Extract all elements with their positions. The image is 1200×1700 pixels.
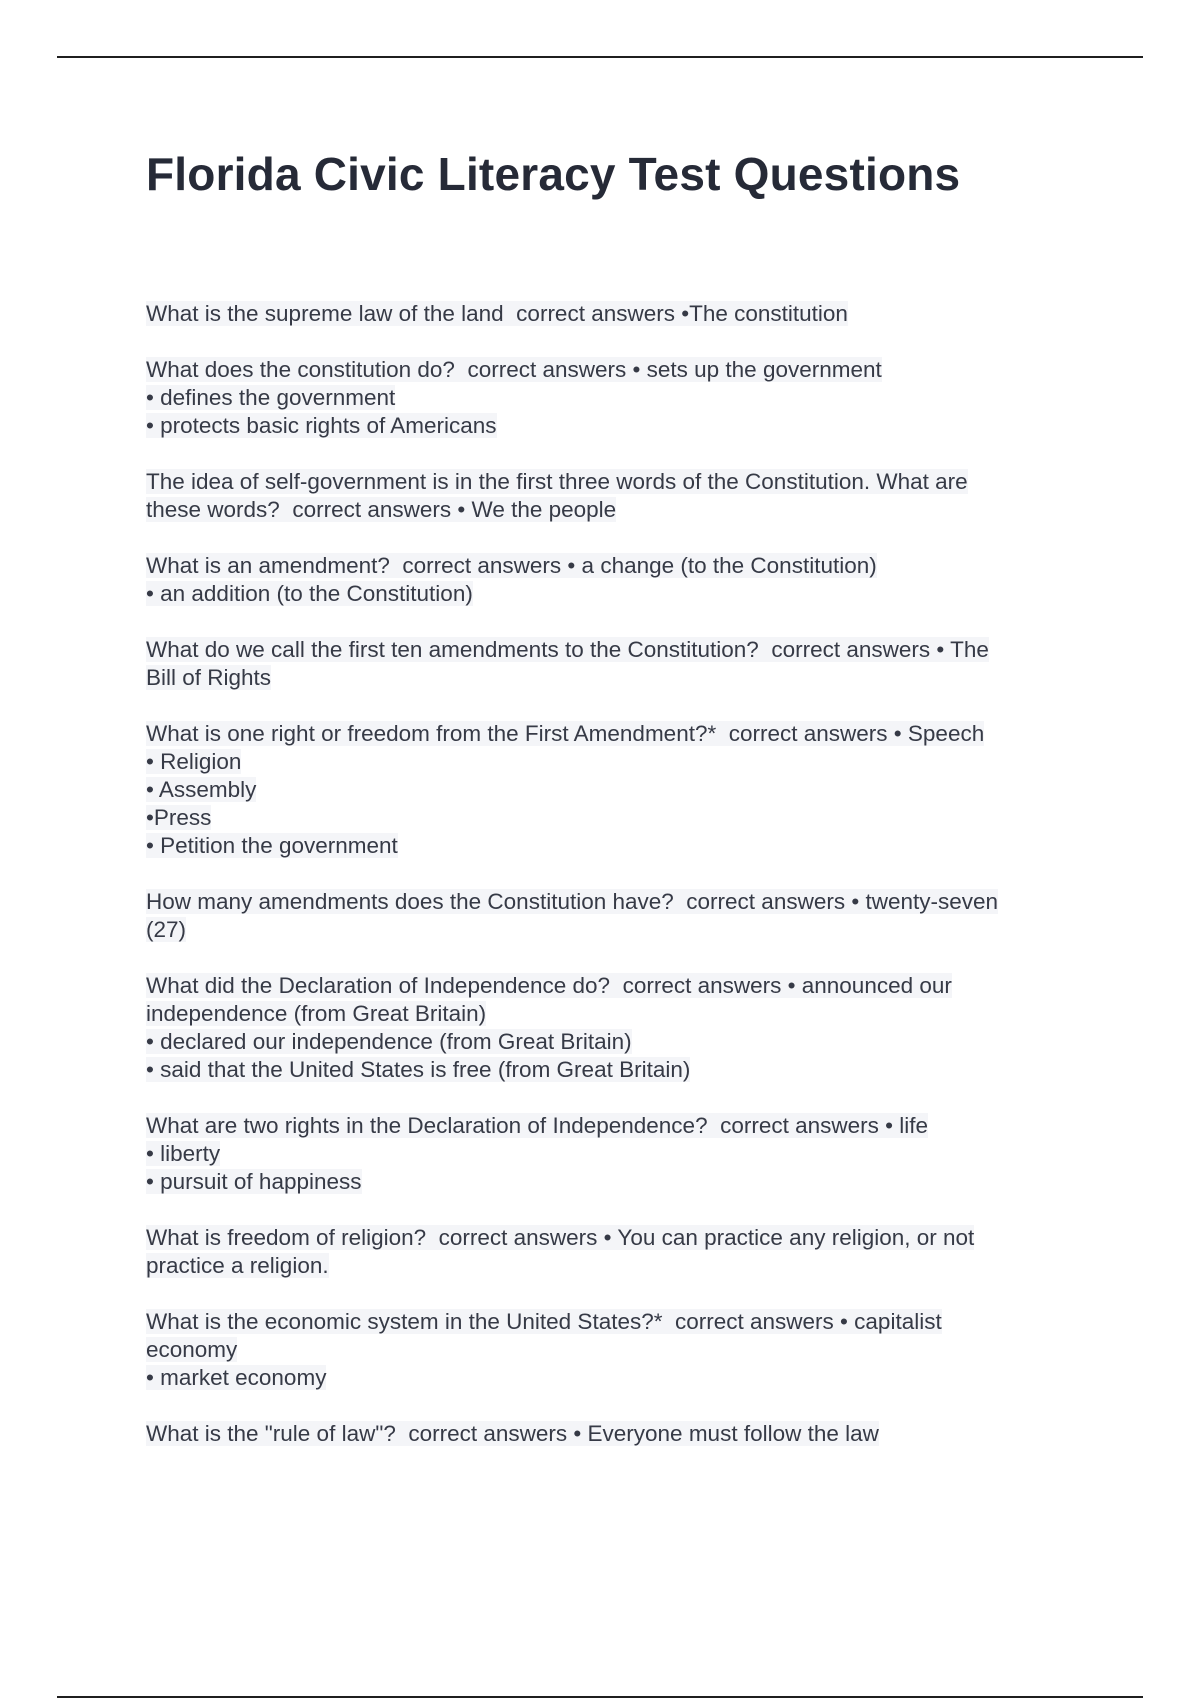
- qa-answer-line: [146, 1168, 1076, 1196]
- qa-answer-line: [146, 1056, 1076, 1084]
- qa-line-text: • liberty: [146, 1141, 221, 1166]
- qa-line-text: Bill of Rights: [146, 665, 272, 690]
- qa-question-line: [146, 300, 1076, 328]
- qa-item: [146, 468, 1076, 524]
- qa-line-text: practice a religion.: [146, 1253, 329, 1278]
- qa-item: [146, 720, 1076, 860]
- qa-question-line: [146, 1224, 1076, 1252]
- qa-answer-line: [146, 664, 1076, 692]
- qa-question-line: [146, 356, 1076, 384]
- qa-answer-line: [146, 1336, 1076, 1364]
- qa-line-text: • defines the government: [146, 385, 396, 410]
- qa-question-line: [146, 972, 1076, 1000]
- qa-answer-line: [146, 580, 1076, 608]
- qa-question-line: [146, 888, 1076, 916]
- qa-line-text: • Religion: [146, 749, 242, 774]
- qa-item: [146, 636, 1076, 692]
- qa-item: [146, 1112, 1076, 1196]
- qa-answer-line: [146, 1252, 1076, 1280]
- qa-line-text: • Petition the government: [146, 833, 398, 858]
- qa-line-text: What is one right or freedom from the First Amendment?* correct answers • Speech: [146, 721, 985, 746]
- qa-line-text: What is freedom of religion? correct answers • You can practice any religion, or not: [146, 1225, 975, 1250]
- qa-line-text: What did the Declaration of Independence do? correct answers • announced our: [146, 973, 952, 998]
- qa-answer-line: [146, 1140, 1076, 1168]
- qa-line-text: The idea of self-government is in the first three words of the Constitution. What are: [146, 469, 968, 494]
- page-content: [146, 138, 1076, 1476]
- qa-line-text: • said that the United States is free (from Great Britain): [146, 1057, 691, 1082]
- qa-line-text: • declared our independence (from Great Britain): [146, 1029, 632, 1054]
- qa-question-line: [146, 1308, 1076, 1336]
- qa-answer-line: [146, 804, 1076, 832]
- qa-line-text: • protects basic rights of Americans: [146, 413, 497, 438]
- qa-question-line: [146, 1420, 1076, 1448]
- qa-list: [146, 300, 1076, 1448]
- qa-line-text: • pursuit of happiness: [146, 1169, 362, 1194]
- qa-question-line: [146, 1112, 1076, 1140]
- qa-line-text: these words? correct answers • We the people: [146, 497, 617, 522]
- qa-line-text: What is the supreme law of the land correct answers •The constitution: [146, 301, 848, 326]
- qa-item: [146, 972, 1076, 1084]
- qa-item: [146, 1308, 1076, 1392]
- qa-answer-line: [146, 832, 1076, 860]
- qa-question-line: [146, 720, 1076, 748]
- qa-answer-line: [146, 1028, 1076, 1056]
- qa-line-text: What is the "rule of law"? correct answers • Everyone must follow the law: [146, 1421, 879, 1446]
- qa-answer-line: [146, 776, 1076, 804]
- qa-answer-line: [146, 496, 1076, 524]
- page-title: Florida Civic Literacy Test Questions: [146, 148, 961, 200]
- qa-item: [146, 300, 1076, 328]
- qa-item: [146, 1420, 1076, 1448]
- bottom-rule: [57, 1696, 1143, 1698]
- qa-item: [146, 888, 1076, 944]
- qa-answer-line: [146, 1000, 1076, 1028]
- qa-line-text: • an addition (to the Constitution): [146, 581, 473, 606]
- qa-line-text: (27): [146, 917, 187, 942]
- qa-answer-line: [146, 748, 1076, 776]
- qa-item: [146, 1224, 1076, 1280]
- qa-line-text: What do we call the first ten amendments to the Constitution? correct answers • The: [146, 637, 989, 662]
- qa-answer-line: [146, 412, 1076, 440]
- qa-answer-line: [146, 384, 1076, 412]
- qa-question-line: [146, 468, 1076, 496]
- top-rule: [57, 56, 1143, 58]
- qa-line-text: economy: [146, 1337, 238, 1362]
- qa-line-text: • Assembly: [146, 777, 257, 802]
- qa-line-text: What is an amendment? correct answers • a change (to the Constitution): [146, 553, 877, 578]
- qa-item: [146, 552, 1076, 608]
- qa-line-text: What does the constitution do? correct answers • sets up the government: [146, 357, 882, 382]
- qa-line-text: • market economy: [146, 1365, 327, 1390]
- qa-line-text: How many amendments does the Constitution have? correct answers • twenty-seven: [146, 889, 999, 914]
- qa-item: [146, 356, 1076, 440]
- qa-line-text: independence (from Great Britain): [146, 1001, 487, 1026]
- qa-answer-line: [146, 1364, 1076, 1392]
- qa-line-text: •Press: [146, 805, 212, 830]
- qa-line-text: What is the economic system in the United States?* correct answers • capitalist: [146, 1309, 942, 1334]
- qa-question-line: [146, 636, 1076, 664]
- qa-line-text: What are two rights in the Declaration of Independence? correct answers • life: [146, 1113, 929, 1138]
- qa-answer-line: [146, 916, 1076, 944]
- qa-question-line: [146, 552, 1076, 580]
